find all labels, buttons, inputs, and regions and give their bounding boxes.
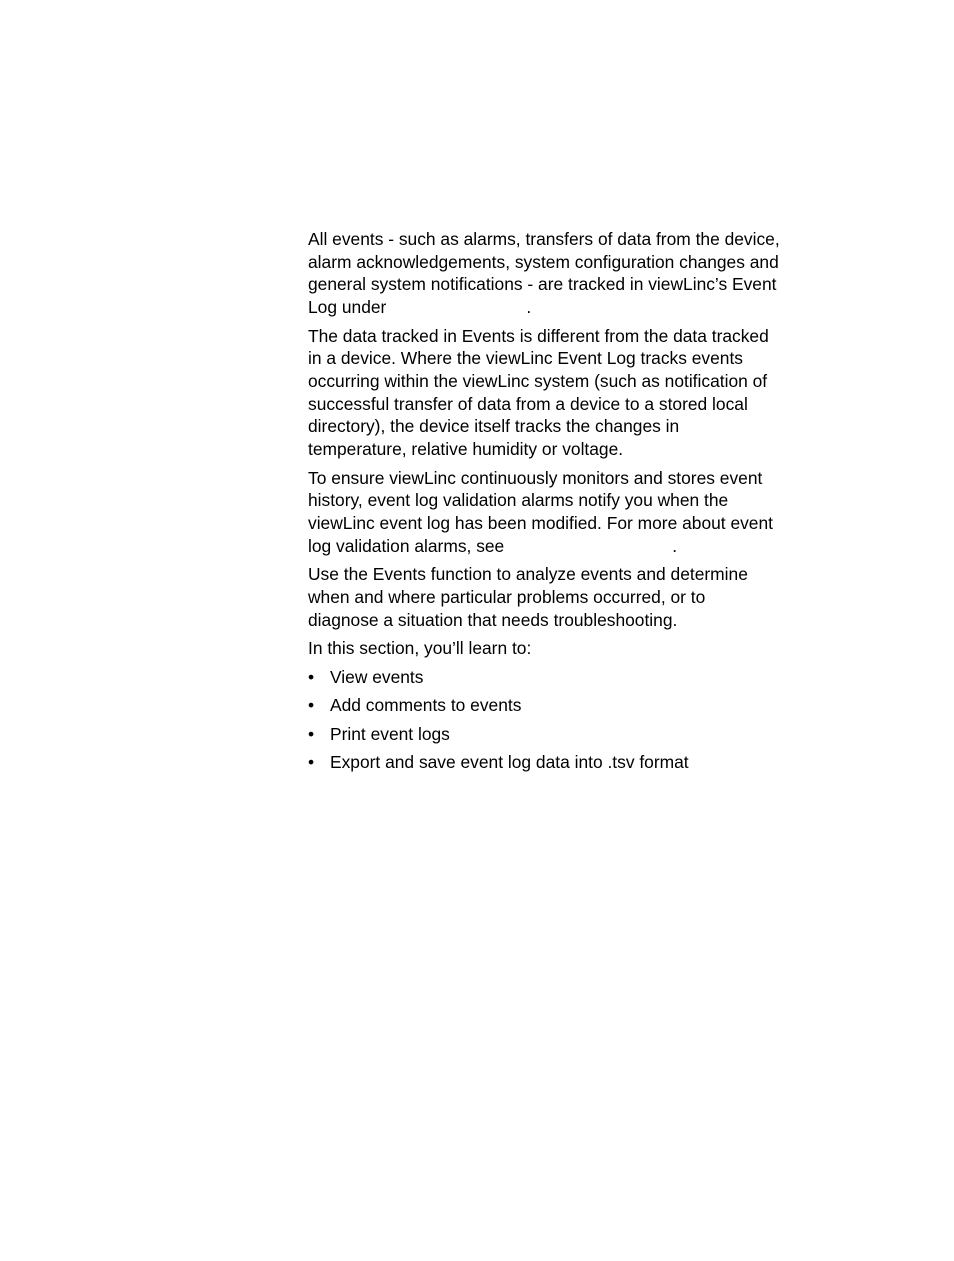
- list-item-label: Export and save event log data into .tsv format: [330, 752, 689, 773]
- list-item: [308, 751, 828, 774]
- bullet-icon: •: [308, 695, 315, 716]
- text-line: when and where particular problems occurred, or to: [308, 586, 706, 607]
- paragraph-events-function: [308, 563, 828, 631]
- list-item-label: Add comments to events: [330, 695, 522, 716]
- paragraph-intro: [308, 228, 828, 319]
- text-line: alarm acknowledgements, system configuration changes and: [308, 251, 779, 272]
- bullet-icon: •: [308, 752, 315, 773]
- text-fragment: .: [672, 535, 678, 556]
- text-line: The data tracked in Events is different from the data tracked: [308, 325, 769, 346]
- text-line: successful transfer of data from a device to a stored local: [308, 393, 748, 414]
- paragraph-validation-alarms: [308, 467, 828, 558]
- text-line: temperature, relative humidity or voltage.: [308, 439, 624, 460]
- bullet-icon: •: [308, 666, 315, 687]
- text-fragment: log validation alarms, see: [308, 535, 505, 556]
- text-line: occurring within the viewLinc system (such as notification of: [308, 371, 768, 392]
- document-body: [308, 228, 828, 780]
- text-line: history, event log validation alarms notify you when the: [308, 490, 729, 511]
- list-item: [308, 694, 828, 717]
- text-fragment: .: [526, 297, 532, 318]
- text-line: To ensure viewLinc continuously monitors and stores event: [308, 467, 763, 488]
- text-line: All events - such as alarms, transfers of data from the device,: [308, 229, 780, 249]
- list-item: [308, 723, 828, 746]
- bullet-icon: •: [308, 723, 315, 744]
- text-line: directory), the device itself tracks the changes in: [308, 416, 680, 437]
- text-fragment: Log under: [308, 297, 387, 318]
- text-line-with-reference: [308, 296, 828, 319]
- list-item-label: Print event logs: [330, 723, 450, 744]
- text-line: general system notifications - are tracked in viewLinc’s Event: [308, 274, 777, 295]
- text-line: Use the Events function to analyze events and determine: [308, 564, 748, 585]
- paragraph-data-tracking: [308, 325, 828, 461]
- list-item: [308, 666, 828, 689]
- list-item-label: View events: [330, 666, 424, 687]
- paragraph-section-intro: [308, 637, 828, 660]
- text-line-with-reference: [308, 535, 828, 558]
- learning-list: [308, 666, 828, 774]
- text-line: in a device. Where the viewLinc Event Log tracks events: [308, 348, 743, 369]
- text-line: viewLinc event log has been modified. For more about event: [308, 513, 773, 534]
- text-line: diagnose a situation that needs troubleshooting.: [308, 609, 678, 630]
- text-line: In this section, you’ll learn to:: [308, 638, 532, 659]
